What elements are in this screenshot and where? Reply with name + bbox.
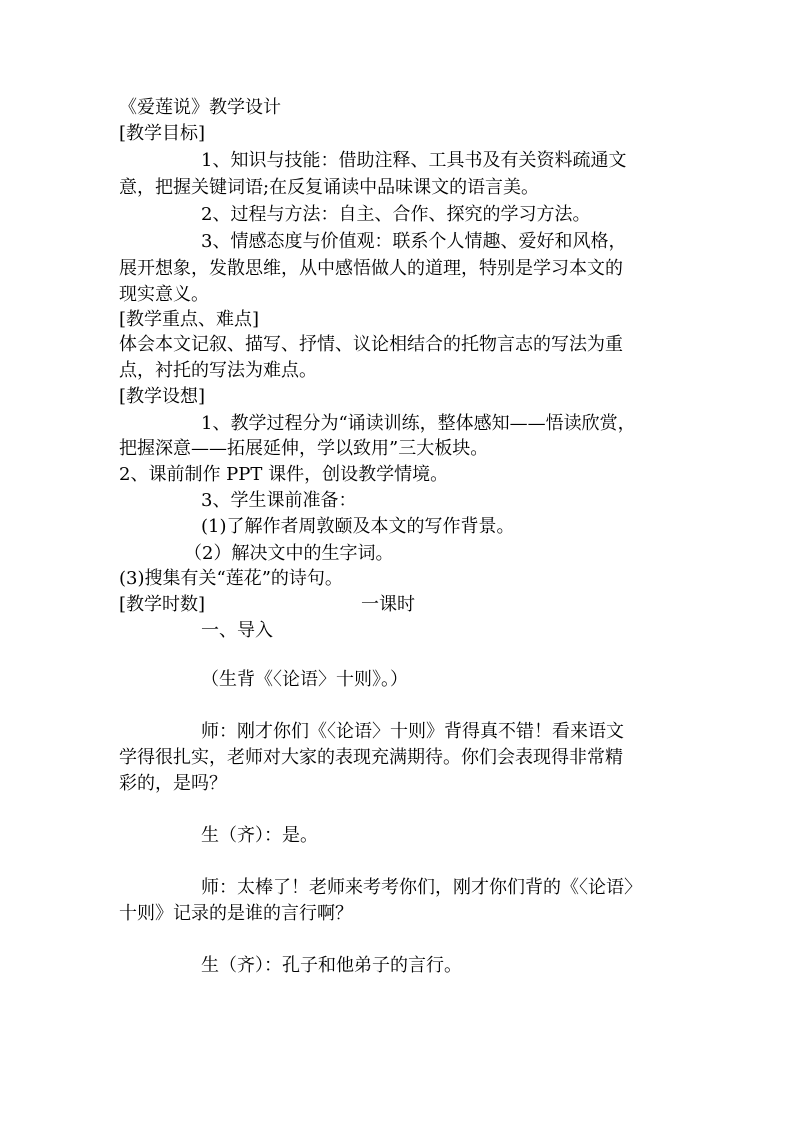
intro-paragraph-2-line-2: 学得很扎实，老师对大家的表现充满期待。你们会表现得非常精 <box>119 747 623 768</box>
section-heading-hours: [教学时数] <box>119 594 206 615</box>
concept-3-sub-3: (3)搜集有关“莲花”的诗句。 <box>119 568 343 589</box>
objective-1-line-2: 意，把握关键词语;在反复诵读中品味课文的语言美。 <box>119 177 540 198</box>
intro-paragraph-4-line-1: 师：太棒了！老师来考考你们，刚才你们背的《〈论语〉 <box>201 877 642 898</box>
intro-heading: 一、导入 <box>201 620 273 641</box>
intro-paragraph-5: 生（齐）：孔子和他弟子的言行。 <box>201 955 462 976</box>
concept-3: 3、学生课前准备： <box>201 490 357 511</box>
intro-paragraph-1: （生背《〈论语〉十则》。） <box>201 669 408 690</box>
intro-paragraph-4-line-2: 十则》记录的是谁的言行啊？ <box>119 903 353 924</box>
concept-3-sub-2: （2）解决文中的生字词。 <box>184 543 394 564</box>
section-heading-concept: [教学设想] <box>119 386 206 407</box>
objective-2: 2、过程与方法：自主、合作、探究的学习方法。 <box>201 204 591 225</box>
document-title: 《爱莲说》教学设计 <box>119 97 281 118</box>
section-heading-key-points: [教学重点、难点] <box>119 309 260 330</box>
intro-paragraph-2-line-1: 师：刚才你们《〈论语〉十则》背得真不错！看来语文 <box>201 721 624 742</box>
objective-1-line-1: 1、知识与技能：借助注释、工具书及有关资料疏通文 <box>201 150 627 171</box>
objective-3-line-1: 3、情感态度与价值观：联系个人情趣、爱好和风格， <box>201 231 627 252</box>
key-points-line-1: 体会本文记叙、描写、抒情、议论相结合的托物言志的写法为重 <box>119 334 623 355</box>
intro-paragraph-2-line-3: 彩的，是吗？ <box>119 773 227 794</box>
key-points-line-2: 点，衬托的写法为难点。 <box>119 360 317 381</box>
concept-1-line-1: 1、教学过程分为“诵读训练，整体感知——悟读欣赏， <box>201 413 636 434</box>
section-heading-objectives: [教学目标] <box>119 123 206 144</box>
concept-2: 2、课前制作 PPT 课件，创设教学情境。 <box>119 464 449 485</box>
intro-paragraph-3: 生（齐）：是。 <box>201 825 318 846</box>
concept-3-sub-1: (1)了解作者周敦颐及本文的写作背景。 <box>201 516 515 537</box>
objective-3-line-3: 现实意义。 <box>119 284 209 305</box>
objective-3-line-2: 展开想象，发散思维，从中感悟做人的道理，特别是学习本文的 <box>119 258 623 279</box>
concept-1-line-2: 把握深意——拓展延伸，学以致用”三大板块。 <box>119 438 489 459</box>
hours-value: 一课时 <box>361 594 415 615</box>
